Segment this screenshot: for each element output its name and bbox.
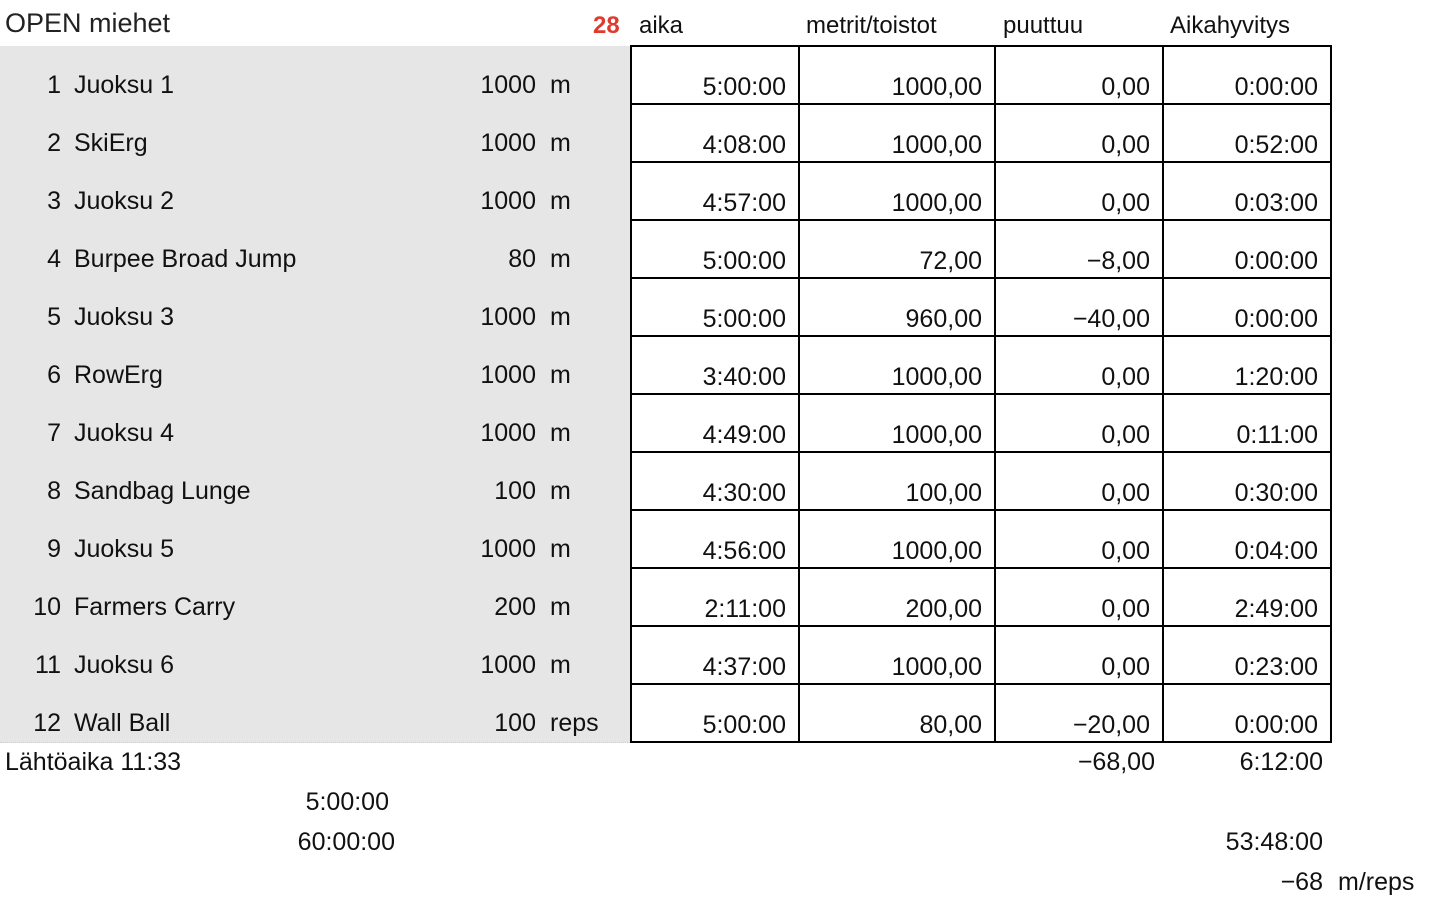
- cell-aikahyvitys[interactable]: 0:00:00: [1163, 46, 1331, 104]
- station-unit: reps: [550, 709, 599, 737]
- station-distance: 1000: [480, 361, 536, 389]
- station-row: [0, 278, 630, 336]
- cell-aikahyvitys[interactable]: 0:00:00: [1163, 278, 1331, 336]
- cell-metrit[interactable]: 1000,00: [799, 510, 995, 568]
- station-number: 6: [47, 361, 61, 389]
- cell-aika[interactable]: 3:40:00: [631, 336, 799, 394]
- station-distance: 100: [494, 709, 536, 737]
- cell-aikahyvitys[interactable]: 0:00:00: [1163, 684, 1331, 742]
- cell-aika[interactable]: 2:11:00: [631, 568, 799, 626]
- cell-aikahyvitys[interactable]: 0:52:00: [1163, 104, 1331, 162]
- cell-metrit[interactable]: 1000,00: [799, 104, 995, 162]
- station-row: [0, 220, 630, 278]
- station-number: 7: [47, 419, 61, 447]
- station-row: [0, 626, 630, 684]
- station-unit: m: [550, 71, 571, 99]
- cell-aikahyvitys[interactable]: 0:23:00: [1163, 626, 1331, 684]
- athlete-number: 28: [593, 12, 620, 39]
- table-row: [631, 104, 1331, 162]
- col-header-aika: aika: [639, 12, 684, 39]
- cell-aika[interactable]: 5:00:00: [631, 278, 799, 336]
- table-row: [631, 510, 1331, 568]
- table-row: [631, 336, 1331, 394]
- station-name: Wall Ball: [74, 709, 171, 737]
- station-number: 3: [47, 187, 61, 215]
- cell-metrit[interactable]: 72,00: [799, 220, 995, 278]
- cell-aika[interactable]: 4:30:00: [631, 452, 799, 510]
- cell-puuttuu[interactable]: 0,00: [995, 510, 1163, 568]
- station-number: 10: [33, 593, 61, 621]
- cell-metrit[interactable]: 1000,00: [799, 626, 995, 684]
- cell-metrit[interactable]: 1000,00: [799, 162, 995, 220]
- cell-puuttuu[interactable]: 0,00: [995, 568, 1163, 626]
- station-unit: m: [550, 419, 571, 447]
- results-table: [630, 45, 1332, 743]
- station-number: 2: [47, 129, 61, 157]
- cell-aika[interactable]: 4:37:00: [631, 626, 799, 684]
- cell-puuttuu[interactable]: −40,00: [995, 278, 1163, 336]
- cell-aika[interactable]: 5:00:00: [631, 46, 799, 104]
- cell-puuttuu[interactable]: 0,00: [995, 104, 1163, 162]
- station-name: Juoksu 6: [74, 651, 175, 679]
- station-number: 9: [47, 535, 61, 563]
- station-distance: 200: [494, 593, 536, 621]
- station-unit: m: [550, 361, 571, 389]
- station-row: [0, 510, 630, 568]
- cell-metrit[interactable]: 100,00: [799, 452, 995, 510]
- stations-panel: [0, 46, 630, 743]
- station-number: 11: [35, 651, 61, 679]
- station-number: 5: [47, 303, 61, 331]
- station-distance: 100: [494, 477, 536, 505]
- final-time: 53:48:00: [1225, 828, 1323, 856]
- cell-aika[interactable]: 4:49:00: [631, 394, 799, 452]
- table-row: [631, 220, 1331, 278]
- cell-aikahyvitys[interactable]: 0:04:00: [1163, 510, 1331, 568]
- table-row: [631, 568, 1331, 626]
- station-number: 12: [33, 709, 61, 737]
- station-row: [0, 336, 630, 394]
- station-number: 8: [47, 477, 61, 505]
- station-distance: 1000: [480, 419, 536, 447]
- puuttuu-total: −68,00: [1077, 748, 1155, 776]
- cell-puuttuu[interactable]: 0,00: [995, 626, 1163, 684]
- start-time: Lähtöaika 11:33: [5, 748, 182, 776]
- station-row: [0, 452, 630, 510]
- cell-aikahyvitys[interactable]: 0:30:00: [1163, 452, 1331, 510]
- aikahyvitys-total: 6:12:00: [1239, 748, 1323, 776]
- cell-aika[interactable]: 5:00:00: [631, 684, 799, 742]
- table-row: [631, 278, 1331, 336]
- cell-metrit[interactable]: 200,00: [799, 568, 995, 626]
- cell-puuttuu[interactable]: 0,00: [995, 162, 1163, 220]
- cell-aikahyvitys[interactable]: 0:11:00: [1163, 394, 1331, 452]
- table-row: [631, 394, 1331, 452]
- cell-puuttuu[interactable]: −8,00: [995, 220, 1163, 278]
- station-row: [0, 684, 630, 742]
- station-unit: m: [550, 593, 571, 621]
- cell-metrit[interactable]: 1000,00: [799, 336, 995, 394]
- cell-puuttuu[interactable]: 0,00: [995, 452, 1163, 510]
- table-row: [631, 684, 1331, 742]
- station-distance: 1000: [480, 651, 536, 679]
- cell-puuttuu[interactable]: −20,00: [995, 684, 1163, 742]
- col-header-puuttuu: puuttuu: [1003, 12, 1084, 39]
- station-name: Juoksu 4: [74, 419, 175, 447]
- station-name: Juoksu 1: [74, 71, 175, 99]
- table-row: [631, 452, 1331, 510]
- missing-total: −68: [1280, 868, 1323, 896]
- cell-puuttuu[interactable]: 0,00: [995, 394, 1163, 452]
- cell-puuttuu[interactable]: 0,00: [995, 46, 1163, 104]
- station-name: Juoksu 2: [74, 187, 175, 215]
- missing-unit: m/reps: [1338, 868, 1415, 896]
- cell-puuttuu[interactable]: 0,00: [995, 336, 1163, 394]
- cell-aikahyvitys[interactable]: 2:49:00: [1163, 568, 1331, 626]
- station-distance: 1000: [480, 129, 536, 157]
- station-unit: m: [550, 129, 571, 157]
- station-unit: m: [550, 187, 571, 215]
- col-header-aikahyvitys: Aikahyvitys: [1170, 12, 1291, 39]
- table-row: [631, 162, 1331, 220]
- station-name: SkiErg: [74, 129, 148, 157]
- cell-metrit[interactable]: 960,00: [799, 278, 995, 336]
- station-unit: m: [550, 651, 571, 679]
- total-limit: 60:00:00: [297, 828, 395, 856]
- station-row: [0, 568, 630, 626]
- station-unit: m: [550, 303, 571, 331]
- station-name: Juoksu 5: [74, 535, 175, 563]
- station-distance: 1000: [480, 303, 536, 331]
- time-limit: 5:00:00: [305, 788, 389, 816]
- station-row: [0, 104, 630, 162]
- station-row: [0, 162, 630, 220]
- station-unit: m: [550, 245, 571, 273]
- station-distance: 1000: [480, 535, 536, 563]
- cell-metrit[interactable]: 1000,00: [799, 394, 995, 452]
- station-unit: m: [550, 477, 571, 505]
- station-row: [0, 46, 630, 104]
- cell-aika[interactable]: 4:08:00: [631, 104, 799, 162]
- table-row: [631, 46, 1331, 104]
- cell-aikahyvitys[interactable]: 1:20:00: [1163, 336, 1331, 394]
- station-unit: m: [550, 535, 571, 563]
- cell-metrit[interactable]: 1000,00: [799, 46, 995, 104]
- station-distance: 1000: [480, 187, 536, 215]
- station-distance: 1000: [480, 71, 536, 99]
- cell-aika[interactable]: 4:57:00: [631, 162, 799, 220]
- station-distance: 80: [508, 245, 536, 273]
- cell-aika[interactable]: 4:56:00: [631, 510, 799, 568]
- col-header-metrit: metrit/toistot: [806, 12, 937, 39]
- cell-aika[interactable]: 5:00:00: [631, 220, 799, 278]
- station-name: Juoksu 3: [74, 303, 175, 331]
- station-row: [0, 394, 630, 452]
- cell-aikahyvitys[interactable]: 0:03:00: [1163, 162, 1331, 220]
- station-name: RowErg: [74, 361, 163, 389]
- cell-aikahyvitys[interactable]: 0:00:00: [1163, 220, 1331, 278]
- table-row: [631, 626, 1331, 684]
- cell-metrit[interactable]: 80,00: [799, 684, 995, 742]
- station-name: Farmers Carry: [74, 593, 236, 621]
- station-number: 1: [47, 71, 61, 99]
- station-name: Sandbag Lunge: [74, 477, 251, 505]
- station-number: 4: [47, 245, 61, 273]
- station-name: Burpee Broad Jump: [74, 245, 297, 273]
- sheet-title: OPEN miehet: [5, 8, 171, 38]
